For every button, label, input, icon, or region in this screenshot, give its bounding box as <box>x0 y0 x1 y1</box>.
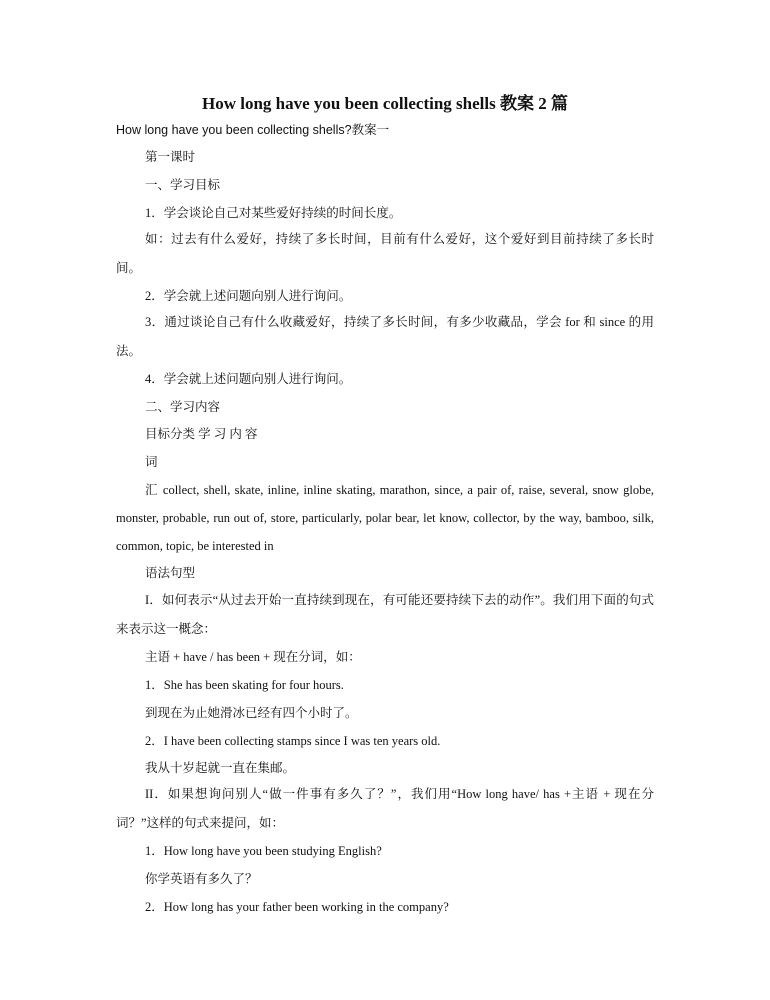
paragraph-grammar-rule-1: I．如何表示“从过去开始一直持续到现在，有可能还要持续下去的动作”。我们用下面的句式来表示这一概念： <box>116 593 654 636</box>
paragraph-goal-4: 4．学会就上述问题向别人进行询问。 <box>145 372 352 386</box>
paragraph-structure-1: 主语 + have / has been + 现在分词，如： <box>145 650 361 664</box>
paragraph-question-example-1: 1．How long have you been studying English? <box>145 844 382 858</box>
paragraph-example-1: 1．She has been skating for four hours. <box>145 678 344 692</box>
paragraph-vocabulary-label: 词 <box>145 455 158 469</box>
paragraph-goal-2: 2．学会就上述问题向别人进行询问。 <box>145 289 352 303</box>
document-title: How long have you been collecting shells 教案 2 篇 <box>202 94 568 113</box>
paragraph-lesson-period: 第一课时 <box>145 150 196 164</box>
paragraph-example-2: 2．I have been collecting stamps since I was ten years old. <box>145 734 441 748</box>
paragraph-translation-2: 我从十岁起就一直在集邮。 <box>145 761 296 775</box>
paragraph-grammar-rule-2: II．如果想询问别人“做一件事有多久了？”，我们用“How long have/ has +主语 + 现在分词？”这样的句式来提问，如： <box>116 787 654 830</box>
paragraph-table-header: 目标分类 学 习 内 容 <box>145 427 258 441</box>
paragraph-learning-content-heading: 二、学习内容 <box>145 400 221 414</box>
paragraph-goal-1: 1．学会谈论自己对某些爱好持续的时间长度。 <box>145 206 402 220</box>
paragraph-grammar-heading: 语法句型 <box>145 566 196 580</box>
paragraph-vocabulary-list: 汇 collect, shell, skate, inline, inline skating, marathon, since, a pair of, raise, several, snow globe, monster, probable, run out of, store, particularly, polar bear, let know, collector, by the way, bamboo, silk, common, topic, be interested in <box>116 483 654 553</box>
paragraph-question-example-2: 2．How long has your father been working in the company? <box>145 900 449 914</box>
document-subtitle: How long have you been collecting shells?教案一 <box>116 123 390 137</box>
paragraph-goal-3: 3．通过谈论自己有什么收藏爱好，持续了多长时间，有多少收藏品，学会 for 和 since 的用法。 <box>116 315 654 358</box>
paragraph-translation-1: 到现在为止她滑冰已经有四个小时了。 <box>145 706 358 720</box>
paragraph-goal-example: 如：过去有什么爱好，持续了多长时间，目前有什么爱好，这个爱好到目前持续了多长时间。 <box>116 232 654 275</box>
paragraph-question-translation-1: 你学英语有多久了？ <box>145 872 258 886</box>
paragraph-learning-goals-heading: 一、学习目标 <box>145 178 221 192</box>
